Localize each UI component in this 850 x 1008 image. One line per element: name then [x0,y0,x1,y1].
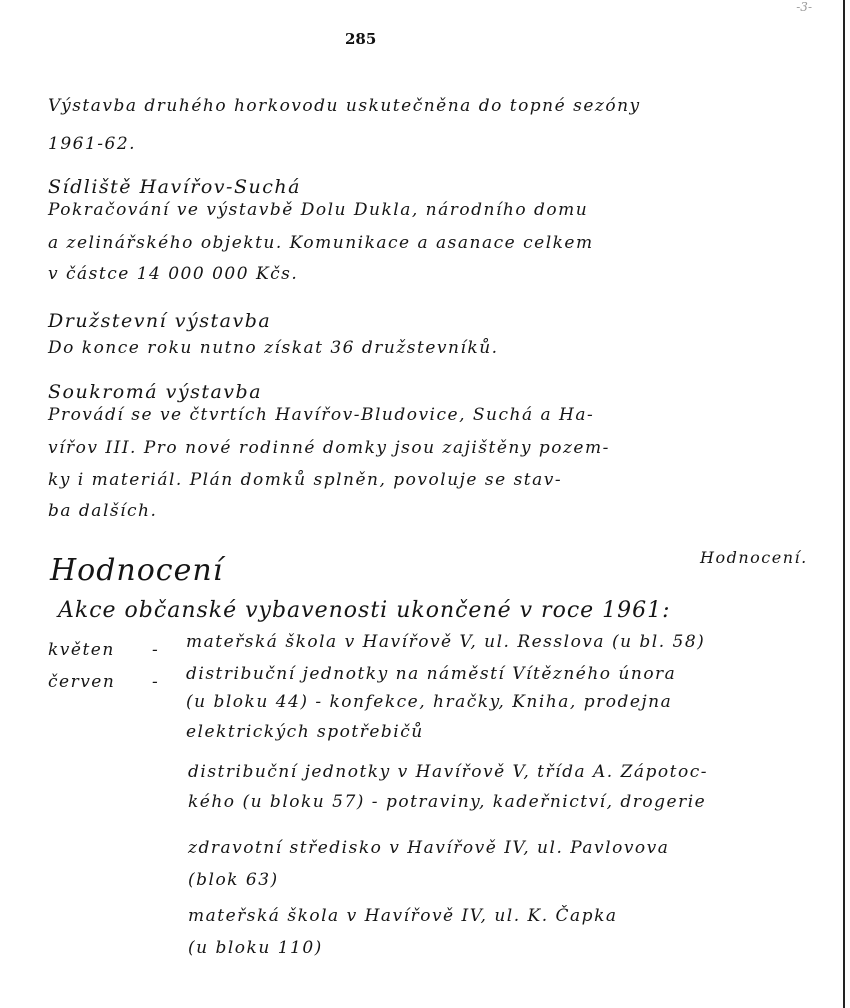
paragraph-line: vířov III. Pro nové rodinné domky jsou zajištěny pozem- [48,438,610,458]
entry-line: mateřská škola v Havířově IV, ul. K. Čapka [188,906,618,926]
paragraph-line: a zelinářského objektu. Komunikace a asanace celkem [48,233,594,253]
paragraph-line: Pokračování ve výstavbě Dolu Dukla, národního domu [48,200,589,220]
section-heading-sidliste: Sídliště Havířov-Suchá [48,176,301,198]
entry-line: zdravotní středisko v Havířově IV, ul. Pavlovova [188,838,670,858]
entry-dash: - [152,640,160,660]
entry-line: distribuční jednotky v Havířově V, třída A. Zápotoc- [188,762,708,782]
entry-line: kého (u bloku 57) - potraviny, kadeřnictví, drogerie [188,792,707,812]
paragraph-line: ba dalších. [48,501,158,521]
entry-line: mateřská škola v Havířově V, ul. Resslova (u bl. 58) [186,632,706,652]
entry-month: červen [48,672,116,692]
paragraph-line: Provádí se ve čtvrtích Havířov-Bludovice, Suchá a Ha- [48,405,595,425]
evaluation-title: Hodnocení [50,553,224,588]
evaluation-subtitle: Akce občanské vybavenosti ukončené v roce 1961: [58,598,671,623]
page-edge-line [843,0,845,1008]
entry-line: (u bloku 44) - konfekce, hračky, Kniha, prodejna [186,692,673,712]
section-heading-druzstevni: Družstevní výstavba [48,310,272,332]
entry-line: elektrických spotřebičů [186,722,424,742]
entry-line: (u bloku 110) [188,938,323,958]
page-number: 285 [345,30,377,48]
paragraph-line: Výstavba druhého horkovodu uskutečněna do topné sezóny [48,96,641,116]
corner-mark: -3- [796,0,812,14]
paragraph-line: ky i materiál. Plán domků splněn, povoluje se stav- [48,470,563,490]
section-heading-soukroma: Soukromá výstavba [48,381,263,403]
paragraph-line: v částce 14 000 000 Kčs. [48,264,299,284]
entry-line: distribuční jednotky na náměstí Vítězného února [186,664,677,684]
entry-dash: - [152,672,160,692]
entry-line: (blok 63) [188,870,279,890]
paragraph-line: 1961-62. [48,134,137,154]
margin-note: Hodnocení. [700,548,808,567]
entry-month: květen [48,640,115,660]
paragraph-line: Do konce roku nutno získat 36 družstevníků. [48,338,499,358]
